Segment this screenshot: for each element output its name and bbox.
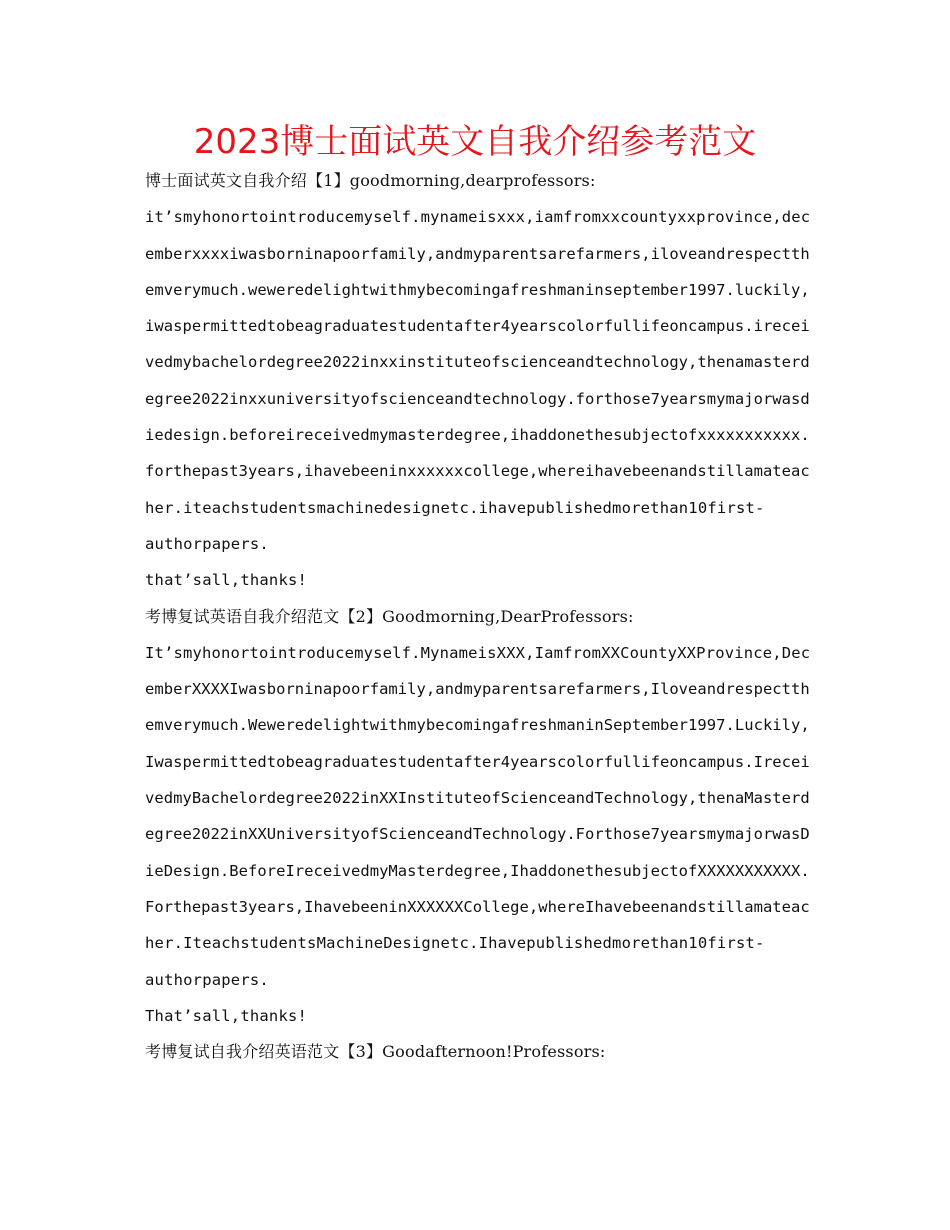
paragraph-line: forthepast3years,ihavebeeninxxxxxxcollege,whereihavebeenandstillamateac bbox=[145, 462, 810, 481]
paragraph-line: That’sall,thanks! bbox=[145, 1006, 308, 1025]
paragraph-line: her.iteachstudentsmachinedesignetc.ihavepublishedmorethan10first- bbox=[145, 498, 765, 517]
paragraph-line: that’sall,thanks! bbox=[145, 571, 308, 590]
section-heading-3: 考博复试自我介绍英语范文【3】Goodafternoon!Professors: bbox=[145, 1042, 606, 1062]
section-heading-2: 考博复试英语自我介绍范文【2】Goodmorning,DearProfessors: bbox=[145, 606, 634, 626]
paragraph-line: vedmybachelordegree2022inxxinstituteofscienceandtechnology,thenamasterd bbox=[145, 353, 810, 372]
section-heading-1: 博士面试英文自我介绍【1】goodmorning,dearprofessors: bbox=[145, 171, 596, 190]
paragraph-line: her.IteachstudentsMachineDesignetc.Ihavepublishedmorethan10first- bbox=[145, 934, 765, 953]
paragraph-line: Iwaspermittedtobeagraduatestudentafter4yearscolorfullifeoncampus.Irecei bbox=[145, 752, 810, 771]
paragraph-line: egree2022inXXUniversityofScienceandTechnology.Forthose7yearsmymajorwasD bbox=[145, 825, 810, 844]
paragraph-line: emberXXXXIwasborninapoorfamily,andmyparentsarefarmers,Iloveandrespectth bbox=[145, 680, 810, 699]
paragraph-line: emverymuch.weweredelightwithmybecomingafreshmaninseptember1997.luckily, bbox=[145, 280, 810, 299]
paragraph-line: It’smyhonortointroducemyself.MynameisXXX,IamfromXXCountyXXProvince,Dec bbox=[145, 643, 811, 662]
paragraph-line: emberxxxxiwasborninapoorfamily,andmyparentsarefarmers,iloveandrespectth bbox=[145, 244, 810, 263]
paragraph-line: Forthepast3years,IhavebeeninXXXXXXCollege,whereIhavebeenandstillamateac bbox=[145, 897, 810, 916]
paragraph-line: emverymuch.WeweredelightwithmybecomingafreshmaninSeptember1997.Luckily, bbox=[145, 716, 810, 735]
paragraph-line: egree2022inxxuniversityofscienceandtechnology.forthose7yearsmymajorwasd bbox=[145, 389, 810, 408]
paragraph-line: ieDesign.BeforeIreceivedmyMasterdegree,IhaddonethesubjectofXXXXXXXXXXX. bbox=[145, 861, 810, 880]
paragraph-line: iedesign.beforeireceivedmymasterdegree,ihaddonethesubjectofxxxxxxxxxxx. bbox=[145, 426, 810, 445]
paragraph-line: iwaspermittedtobeagraduatestudentafter4yearscolorfullifeoncampus.irecei bbox=[145, 317, 810, 336]
paragraph-line: authorpapers. bbox=[145, 534, 269, 553]
paragraph-line: vedmyBachelordegree2022inXXInstituteofScienceandTechnology,thenaMasterd bbox=[145, 789, 810, 808]
document-body bbox=[145, 163, 810, 1070]
paragraph-line: it’smyhonortointroducemyself.mynameisxxx,iamfromxxcountyxxprovince,dec bbox=[145, 208, 811, 227]
document-title: 2023博士面试英文自我介绍参考范文 bbox=[193, 122, 757, 162]
paragraph-line: authorpapers. bbox=[145, 970, 269, 989]
